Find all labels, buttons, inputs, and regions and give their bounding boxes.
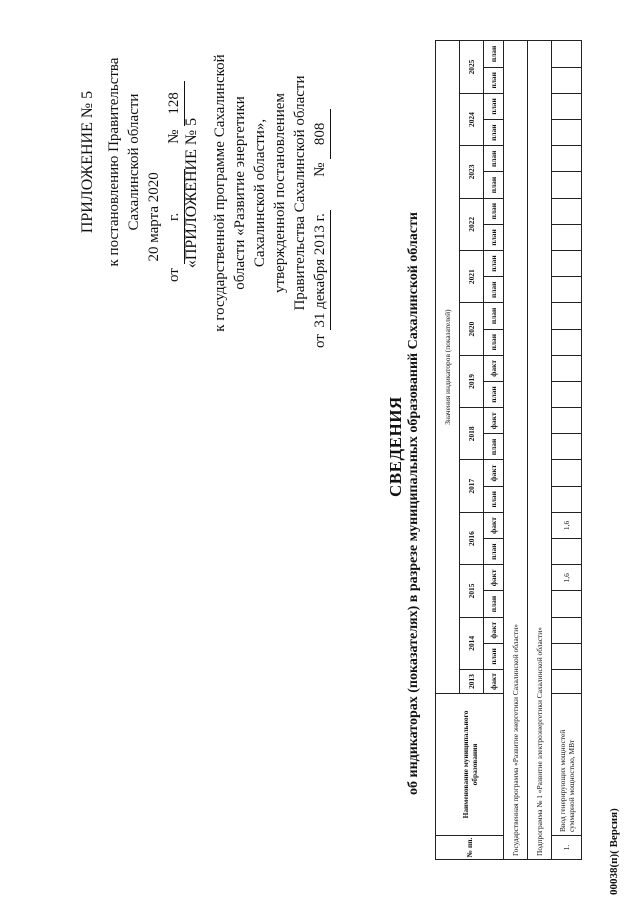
sub-plan: план: [484, 120, 504, 146]
row-1-2016-plan: 1,6: [552, 512, 582, 538]
appendix-2-line5: Правительства Сахалинской области: [292, 75, 308, 311]
appendix-2-date-line: [310, 38, 331, 348]
sub-plan: план: [484, 146, 504, 172]
cell: [552, 355, 582, 381]
year-2018: 2018: [460, 408, 484, 460]
document-title: СВЕДЕНИЯ: [386, 396, 405, 497]
cell: [552, 539, 582, 565]
cell: [552, 41, 582, 68]
sub-plan: план: [484, 381, 504, 407]
year-2023: 2023: [460, 146, 484, 198]
appendix-2-line2: области «Развитие энергетики: [232, 96, 248, 290]
sub-plan: план: [484, 329, 504, 355]
cell: [552, 251, 582, 277]
sub-plan: план: [484, 198, 504, 224]
subprogram-row-filler: [528, 41, 552, 591]
col-values-header: Значения индикаторов (показателей): [436, 41, 460, 694]
appendix-1-date-line: [144, 42, 185, 282]
year-2015: 2015: [460, 565, 484, 617]
year-2021: 2021: [460, 251, 484, 303]
row-1-name: Ввод генерирующих мощностей суммарной мощностью, МВт: [552, 694, 582, 836]
cell: [552, 460, 582, 486]
sub-plan: план: [484, 67, 504, 93]
cell: [552, 146, 582, 172]
document-subtitle: об индикаторах (показателях) в разрезе муниципальных образований Сахалинской области: [406, 212, 421, 795]
sub-fact: факт: [484, 460, 504, 486]
sub-plan: план: [484, 277, 504, 303]
col-num-header: № пп.: [436, 836, 504, 860]
cell: [552, 591, 582, 617]
appendix-1-line2: Сахалинской области: [126, 93, 142, 231]
appendix-2-title: «ПРИЛОЖЕНИЕ № 5: [183, 117, 200, 269]
sub-plan: план: [484, 643, 504, 669]
year-2014: 2014: [460, 617, 484, 669]
sub-fact: факт: [484, 565, 504, 591]
year-2024: 2024: [460, 93, 484, 145]
row-1-num: 1.: [552, 836, 582, 860]
sub-plan: план: [484, 93, 504, 119]
cell: [552, 670, 582, 694]
sub-fact: факт: [484, 670, 504, 694]
year-2022: 2022: [460, 198, 484, 250]
program-row: Государственная программа «Развитие энергетики Сахалинской области»: [504, 591, 528, 860]
cell: [552, 277, 582, 303]
sub-plan: план: [484, 434, 504, 460]
appendix-2: [182, 38, 331, 348]
cell: [552, 120, 582, 146]
cell: [552, 172, 582, 198]
cell: [552, 486, 582, 512]
sub-fact: факт: [484, 512, 504, 538]
sub-plan: план: [484, 539, 504, 565]
sub-plan: план: [484, 591, 504, 617]
year-2025: 2025: [460, 41, 484, 94]
sub-fact: факт: [484, 355, 504, 381]
cell: [552, 381, 582, 407]
program-row-filler: [504, 41, 528, 591]
year-2013: 2013: [460, 670, 484, 694]
appendix-1-line1: к постановлению Правительства: [106, 57, 122, 267]
appendix-2-line3: Сахалинской области»,: [252, 118, 268, 268]
cell: [552, 224, 582, 250]
cell: [552, 93, 582, 119]
year-2019: 2019: [460, 355, 484, 407]
sub-plan: план: [484, 251, 504, 277]
appendix-1-number: 128: [164, 81, 185, 126]
year-2020: 2020: [460, 303, 484, 355]
appendix-2-line4: утвержденной постановлением: [272, 93, 288, 293]
cell: [552, 303, 582, 329]
appendix-2-from: от: [312, 334, 328, 348]
sub-plan: план: [484, 224, 504, 250]
sub-fact: факт: [484, 408, 504, 434]
appendix-1: [78, 42, 185, 282]
year-2016: 2016: [460, 512, 484, 564]
cell: [552, 67, 582, 93]
indicators-table: [435, 45, 582, 860]
col-name-header: Наименование муниципального образования: [436, 694, 504, 836]
year-2017: 2017: [460, 460, 484, 512]
appendix-2-number: 808: [310, 109, 331, 159]
sub-fact: факт: [484, 617, 504, 643]
appendix-1-from: от: [166, 268, 182, 282]
row-1-2015-fact: 1,6: [552, 565, 582, 591]
appendix-2-date: 31 декабря 2013 г.: [310, 210, 331, 330]
cell: [552, 198, 582, 224]
sub-plan: план: [484, 41, 504, 68]
cell: [552, 329, 582, 355]
cell: [552, 643, 582, 669]
appendix-1-title: ПРИЛОЖЕНИЕ № 5: [79, 90, 96, 234]
subprogram-row: Подпрограмма № 1 «Развитие электроэнергетики Сахалинской области»: [528, 591, 552, 860]
appendix-2-line1: к государственной программе Сахалинской: [212, 54, 228, 332]
cell: [552, 434, 582, 460]
cell: [552, 408, 582, 434]
cell: [552, 617, 582, 643]
appendix-2-num-sign: №: [312, 162, 328, 177]
sub-plan: план: [484, 303, 504, 329]
sub-plan: план: [484, 172, 504, 198]
appendix-1-date: 20 марта 2020 г.: [144, 169, 185, 264]
sub-plan: план: [484, 486, 504, 512]
footer-code: 00038(п)( Версия): [608, 808, 620, 895]
appendix-1-num-sign: №: [166, 129, 182, 144]
